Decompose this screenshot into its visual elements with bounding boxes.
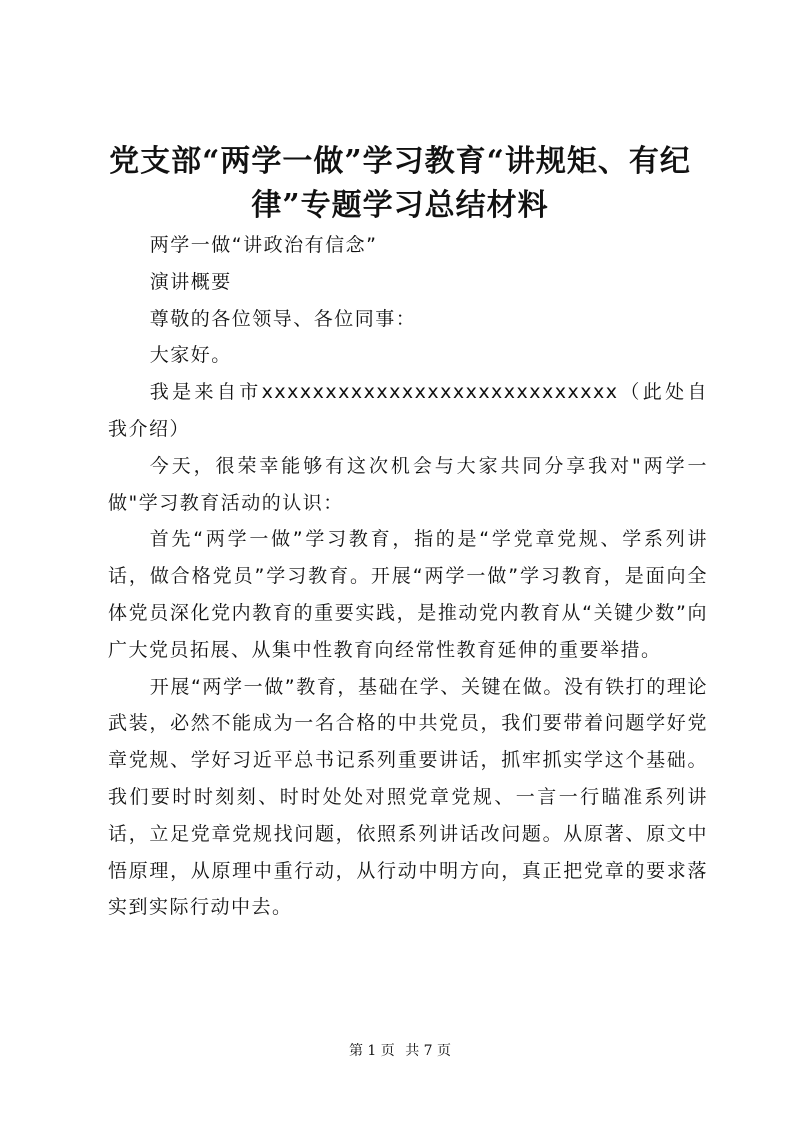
page-footer (0, 1041, 800, 1061)
document-body (108, 227, 708, 926)
paragraph: 两学一做“讲政治有信念” (149, 234, 378, 256)
paragraph: 大家好。 (149, 344, 232, 367)
total-pages: 共 7 页 (405, 1043, 452, 1059)
paragraph: 尊敬的各位领导、各位同事： (149, 307, 417, 330)
paragraph: 首先“两学一做”学习教育，指的是“学党章党规、学系列讲话，做合格党员”学习教育。开展“两学一做”学习教育，是面向全体党员深化党内教育的重要实践，是推动党内教育从“关键少数”向广大党员拓展、从集中性教育向经常性教育延伸的重要举措。 (108, 528, 708, 661)
document-title: 党支部“两学一做”学习教育“讲规矩、有纪律”专题学习总结材料 (109, 144, 691, 223)
paragraph: 今天，很荣幸能够有这次机会与大家共同分享我对"两学一做"学习教育活动的认识： (108, 454, 708, 514)
paragraph: 我是来自市xxxxxxxxxxxxxxxxxxxxxxxxxxxx（此处自我介绍） (108, 381, 708, 440)
page-number: 第 1 页 (348, 1043, 395, 1059)
paragraph: 演讲概要 (149, 270, 232, 293)
paragraph: 开展“两学一做”教育，基础在学、关键在做。没有铁打的理论武装，必然不能成为一名合格的中共党员，我们要带着问题学好党章党规、学好习近平总书记系列重要讲话，抓牢抓实学这个基础。我们要时时刻刻、时时处处对照党章党规、一言一行瞄准系列讲话，立足党章党规找问题，依照系列讲话改问题。从原著、原文中悟原理，从原理中重行动，从行动中明方向，真正把党章的要求落实到实际行动中去。 (108, 675, 708, 919)
